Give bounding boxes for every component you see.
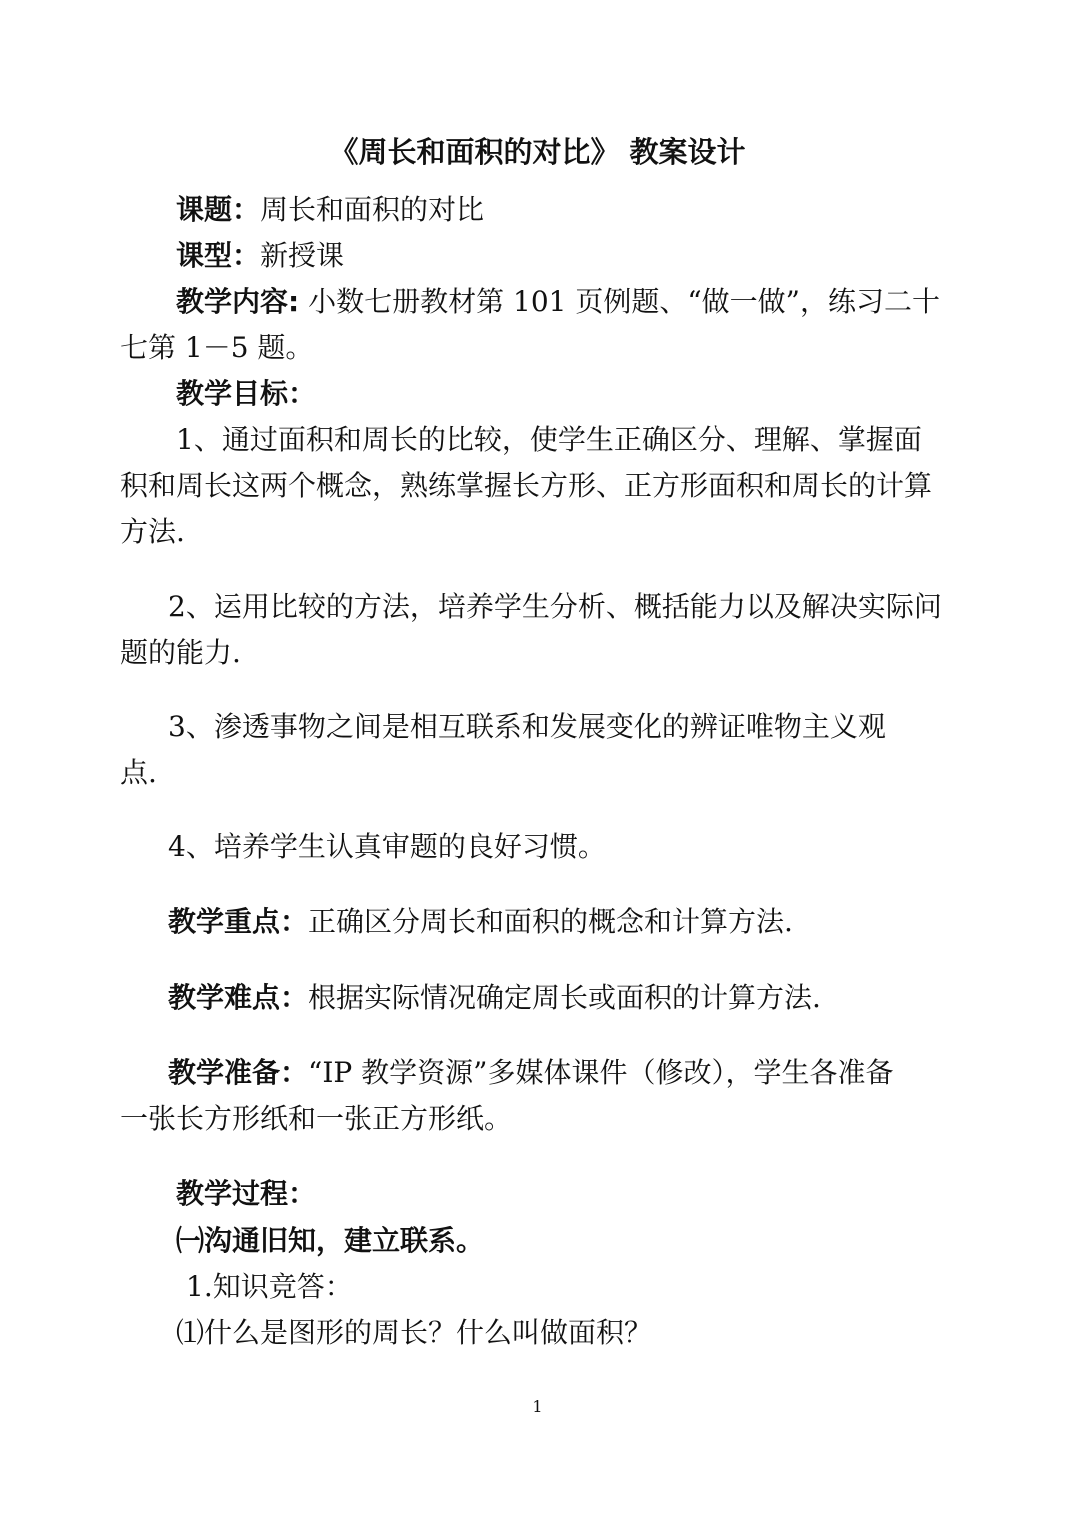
objective-1-line2: 积和周长这两个概念，熟练掌握长方形、正方形面积和周长的计算 [120, 469, 933, 502]
content-value-line2: 七第 1－5 题。 [120, 331, 314, 364]
objective-2-line2: 题的能力. [120, 636, 241, 669]
content-value-line1: 小数七册教材第 101 页例题、“做一做”，练习二十 [299, 285, 940, 318]
topic-value: 周长和面积的对比 [260, 193, 485, 226]
content-label: 教学内容: [176, 285, 300, 318]
process-question-1: ⑴什么是图形的周长？什么叫做面积？ [176, 1316, 653, 1349]
objective-2-line1: 2、运用比较的方法，培养学生分析、概括能力以及解决实际问 [168, 590, 942, 623]
preparation-value-line1: “IP 教学资源”多媒体课件（修改），学生各准备 [308, 1056, 894, 1089]
objective-1-line1: 1、通过面积和周长的比较，使学生正确区分、理解、掌握面 [176, 423, 922, 456]
objectives-heading: 教学目标： [176, 377, 317, 410]
topic-label: 课题： [176, 193, 261, 226]
lesson-type-line [176, 238, 344, 274]
process-heading: 教学过程： [176, 1177, 317, 1210]
content-line [176, 284, 940, 320]
difficulties-value: 根据实际情况确定周长或面积的计算方法. [308, 981, 821, 1014]
process-item-1: 1.知识竞答： [186, 1270, 353, 1303]
document-title: 《周长和面积的对比》 教案设计 [329, 135, 746, 169]
key-points-value: 正确区分周长和面积的概念和计算方法. [308, 905, 793, 938]
key-points-line [168, 904, 793, 940]
process-section-1: ㈠沟通旧知，建立联系。 [176, 1224, 485, 1257]
topic-line [176, 192, 484, 228]
objective-1-line3: 方法. [120, 515, 185, 548]
objective-4-line1: 4、培养学生认真审题的良好习惯。 [168, 830, 606, 863]
difficulties-label: 教学难点： [168, 981, 309, 1014]
lesson-type-label: 课型： [176, 239, 261, 272]
preparation-line [168, 1055, 893, 1091]
lesson-type-value: 新授课 [260, 239, 345, 272]
preparation-label: 教学准备： [168, 1056, 309, 1089]
page-number: 1 [532, 1397, 543, 1416]
key-points-label: 教学重点： [168, 905, 309, 938]
objective-3-line1: 3、渗透事物之间是相互联系和发展变化的辨证唯物主义观 [168, 710, 886, 743]
preparation-value-line2: 一张长方形纸和一张正方形纸。 [120, 1102, 513, 1135]
objective-3-line2: 点. [120, 756, 157, 789]
difficulties-line [168, 980, 821, 1016]
